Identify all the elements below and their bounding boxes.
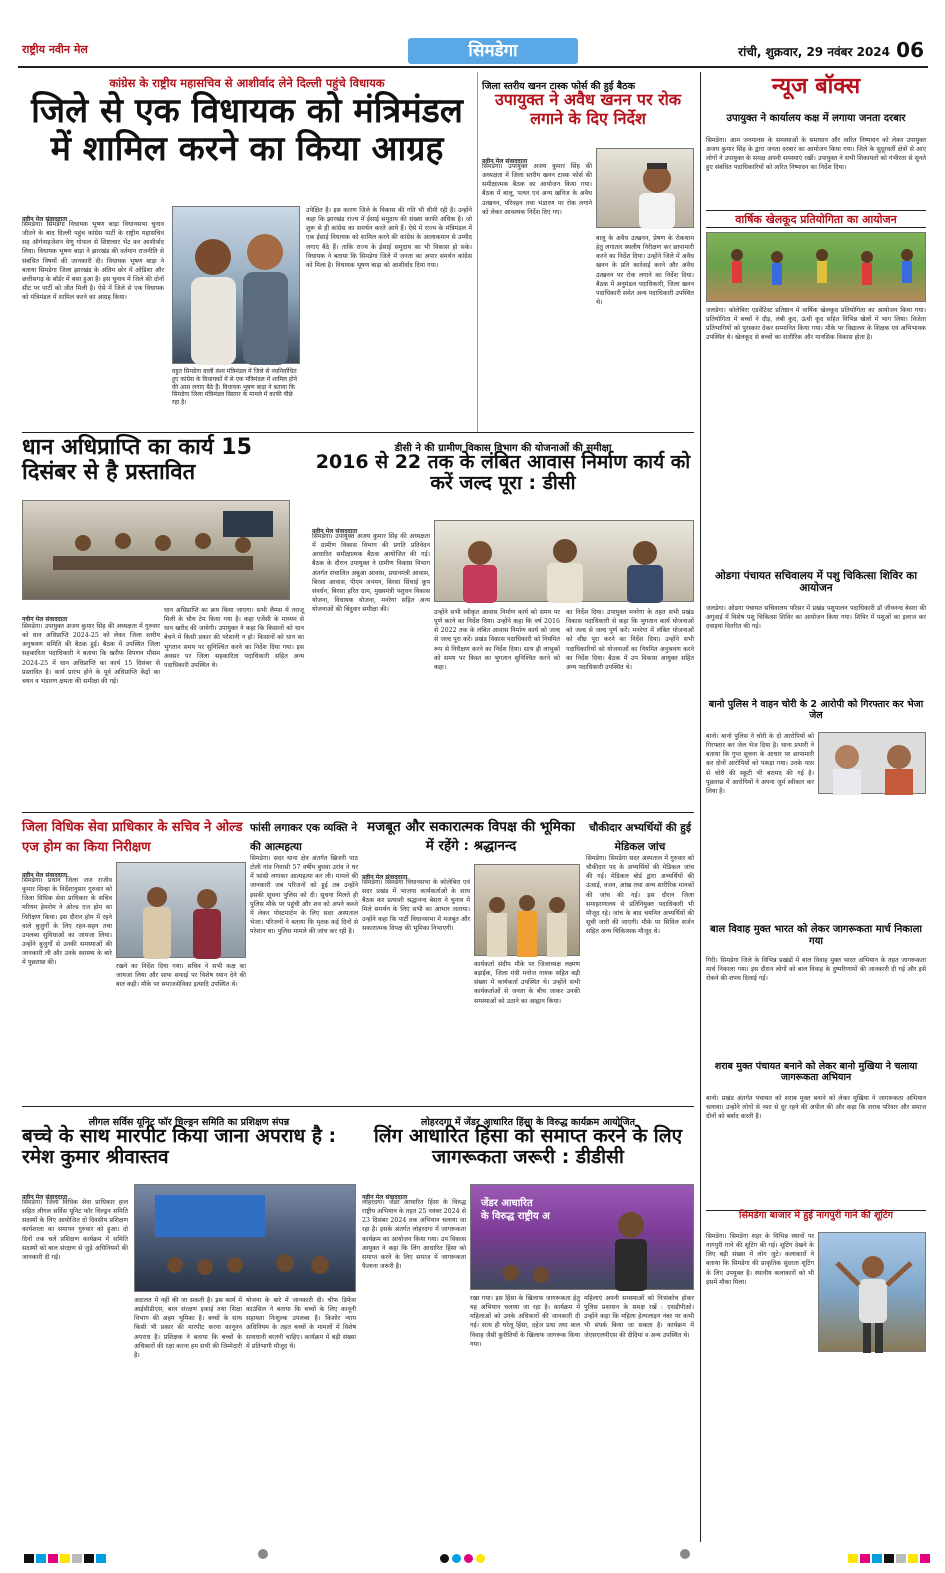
reg-mark-magenta — [48, 1554, 58, 1563]
news-item-2-body-text: जलडेगा। ओडगा पंचायत सचिवालय परिसर में प्रखंड पशुपालन पदाधिकारी डॉ जीवनन्द बेसरा की अगुवाई में विशेष पशु चिकित्सा शिविर का आयोजन किया गया। शिविर में पशुओं का इलाज कर दवाइयां वितरित की गई। — [706, 605, 926, 631]
housing-byline-text: नवीन मेल संवाददाता — [312, 528, 358, 535]
opposition-body: सिमडेगा। सिमडेगा विधानसभा के कोलेबिरा एवं सदर प्रखंड में भाजपा कार्यकर्ताओं के साथ बैठक कर प्रत्याशी श्रद्धानन्द बेसरा ने चुनाव में मिले समर्थन के लिए सभी का आभार जताया। उन्होंने कहा कि पार्टी विधानसभा में मजबूत और सकारात्मक विपक्ष की भूमिका निभाएगी। — [362, 879, 470, 932]
child-body-col3 — [246, 1296, 356, 1538]
section-title: सिमडेगा — [468, 41, 518, 61]
news-item-0-body — [706, 136, 926, 204]
lead-photo — [172, 206, 300, 364]
lead-body-col2 — [306, 206, 472, 428]
news-item-3-photo — [818, 732, 926, 794]
lead-kicker-text: कांग्रेस के राष्ट्रीय महासचिव से आशीर्वाद लेने दिल्ली पहुंचे विधायक — [109, 76, 385, 90]
gender-byline-text: नवीन मेल संवाददाता — [362, 1194, 408, 1201]
lead-body2: उपेक्षित है। इस कारण जिले के विकास की गति भी धीमी रही है। उन्होंने कहा कि झारखंड राज्य में ईसाई समुदाय की संख्या काफी अधिक है। जो शुरू से ही कांग्रेस का समर्थन करते आये हैं। ऐसे में राज्य के मंत्रिमंडल में एक ईसाई विधायक को शामिल करने की कांग्रेस के आलाकमान से उम्मीद लगाए बैठे हैं। ताकि राज्य के ईसाई समुदाय का भी विकास हो सके। विधायक ने बताया कि सिमडेगा जिले में जनता का अपार समर्थन कांग्रेस को मिला है। विधायक भूषण बाड़ा को आशीर्वाद दिया गया। — [306, 207, 472, 269]
lead-byline-text: नवीन मेल संवाददाता — [22, 216, 68, 223]
news-item-5-body-text: बानो। प्रखंड अंतर्गत पंचायत को शराब मुक्त बनाने को लेकर मुखिया ने जागरूकता अभियान चलाया। उन्होंने लोगों से नशा से दूर रहने की अपील की और कहा कि शराब परिवार और समाज दोनों को बर्बाद करती है। — [706, 1095, 926, 1121]
housing-headline — [312, 452, 694, 510]
reg-mark-r5 — [896, 1554, 906, 1563]
opposition-byline — [362, 864, 472, 881]
news-item-1-photo — [706, 232, 926, 302]
news-box-title-text: न्यूज बॉक्स — [771, 74, 861, 99]
reg-mark-cyan-2 — [96, 1554, 106, 1563]
mining-byline-text: नवीन मेल संवाददाता — [482, 158, 528, 165]
news-item-0-headline-text: उपायुक्त ने कार्यालय कक्ष में लगाया जनता दरबार — [726, 113, 906, 124]
housing-body-col2 — [434, 608, 560, 808]
paper-logo — [22, 38, 172, 64]
news-item-3-body-text: बानो। बानो पुलिस ने चोरी के दो आरोपियों को गिरफ्तार कर जेल भेज दिया है। थाना प्रभारी ने बताया कि गुप्त सूचना के आधार पर छापामारी कर दोनों आरोपियों को पकड़ा गया। उनके पास से चोरी की स्कूटी भी बरामद की गई है। पूछताछ में आरोपियों ने अपना जुर्म स्वीकार कर लिया है। — [706, 733, 814, 795]
reg-mark-r1 — [848, 1554, 858, 1563]
reg-dot-black — [440, 1554, 449, 1563]
lead-caption-text: वहुत सिमडेगा वाली वंश्य मंत्रिमंडल में जिले से नवनिर्वाचित हुए कांग्रेस के विधायकों में से एक मंत्रिमंडल में शामिल होने की आस लगाए बैठे हैं। विधायक भूषण बाड़ा ने बताया कि सिमडेगा जिला मंत्रिमंडल विस्तार के मामले में काफी पीछे रहा है। — [172, 368, 297, 407]
news-box-divider — [700, 72, 701, 1542]
dateline — [738, 43, 890, 60]
news-item-5-headline — [706, 1062, 926, 1090]
gender-kicker — [362, 1110, 694, 1128]
housing-body-col1 — [312, 532, 430, 808]
gender-body-col3 — [584, 1294, 694, 1538]
news-item-4-body-text: गिरी। सिमडेगा जिले के विभिन्न प्रखंडों में बाल विवाह मुक्त भारत अभियान के तहत जागरूकता मार्च निकाला गया। इस दौरान लोगों को बाल विवाह के दुष्परिणामों की जानकारी दी गई और इसे रोकने की शपथ दिलाई गई। — [706, 957, 926, 983]
mining-body1: सिमडेगा। उपायुक्त अजय कुमार सिंह की अध्यक्षता में जिला स्तरीय खनन टास्क फोर्स की समीक्षात्मक बैठक का आयोजन किया गया। बैठक में बालू, पत्थर एवं अन्य खनिज के अवैध उत्खनन, परिवहन तथा भंडारण पर रोक लगाने को लेकर आवश्यक निर्देश दिए गए। — [482, 163, 592, 216]
housing-photo-officials — [435, 521, 695, 603]
news-item-6-photo-dancer — [819, 1233, 927, 1353]
news-item-6-headline — [706, 1210, 926, 1228]
section-tab — [408, 38, 578, 64]
legal-headline — [22, 816, 246, 858]
housing-body2: उन्होंने सभी स्वीकृत आवास निर्माण कार्य को समय पर पूर्ण करने का निर्देश दिया। उन्होंने कहा कि वर्ष 2016 से 2022 तक के लंबित आवास निर्माण कार्य को जल्द से जल्द पूरा करें। प्रखंड विकास पदाधिकारी को नियमित रूप से निरीक्षण करने का निर्देश दिया। साथ ही लाभुकों को समय पर किस्त का भुगतान सुनिश्चित करने को कहा। — [434, 609, 560, 671]
suicide-body — [250, 854, 358, 1102]
mining-body-col1 — [482, 162, 592, 428]
child-kicker — [22, 1110, 356, 1128]
paddy-body-col2 — [164, 606, 304, 808]
news-item-3-headline — [706, 700, 926, 728]
lead-body-col1 — [22, 220, 164, 428]
registration-dots-center — [440, 1548, 500, 1560]
lead-kicker — [22, 72, 472, 90]
legal-photo — [116, 862, 246, 958]
reg-mark-grey — [72, 1554, 82, 1563]
gender-body-col2 — [470, 1294, 580, 1538]
housing-body3: का निर्देश दिया। उपायुक्त मनरेगा के तहत सभी प्रखंड विकास पदाधिकारी से कहा कि भुगतान कार्य योजनाओं को जल्द से जल्द पूर्ण करें। मनरेगा में लंबित योजनाओं को शीघ्र पूरा करने का निर्देश दिया। उन्होंने सभी पदाधिकारियों को योजनाओं का नियमित अनुश्रवण करने का निर्देश दिया। बैठक में उप विकास आयुक्त सहित अन्य पदाधिकारी उपस्थित थे। — [566, 609, 694, 671]
section-rule-3 — [22, 1106, 694, 1107]
recruit-headline — [586, 816, 694, 853]
opposition-headline — [362, 816, 580, 860]
reg-dot-magenta — [464, 1554, 473, 1563]
column-divider — [477, 72, 478, 432]
legal-body-col1 — [22, 876, 112, 1102]
paddy-photo-meeting — [23, 501, 291, 601]
housing-body1: सिमडेगा। उपायुक्त अजय कुमार सिंह की अध्यक्षता में ग्रामीण विकास विभाग की प्रगति प्रतिवेदन आधारित समीक्षात्मक बैठक आयोजित की गई। बैठक के दौरान उपायुक्त ने ग्रामीण विकास विभाग अंतर्गत संचालित अबुआ आवास, प्रधानमंत्री आवास, बिरसा आवास, पीएम जनमन, बिरसा सिंचाई कूप संवर्धन, बिरसा हरित ग्राम, मुख्यमंत्री पशुधन विकास योजना, विधायक योजना, मनरेगा सहित अन्य योजनाओं की बिंदुवार समीक्षा की। — [312, 533, 430, 613]
news-item-1-body — [706, 306, 926, 564]
gender-headline-text: लिंग आधारित हिंसा को समाप्त करने के लिए जागरूकता जरूरी : डीडीसी — [373, 1125, 683, 1169]
gender-banner-line2: के विरुद्ध राष्ट्रीय अ — [481, 1211, 550, 1222]
reg-dot-cyan — [452, 1554, 461, 1563]
gender-byline — [362, 1184, 462, 1201]
reg-mark-r2 — [860, 1554, 870, 1563]
recruit-headline-text: चौकीदार अभ्यर्थियों की हुई मेडिकल जांच — [589, 822, 691, 853]
news-item-6-photo — [818, 1232, 926, 1352]
news-item-1-photo-runners — [707, 233, 927, 303]
lead-byline — [22, 206, 162, 223]
page-number-text: 06 — [896, 38, 924, 62]
opposition-byline-text: नवीन मेल संवाददाता — [362, 874, 408, 881]
legal-photo-people — [117, 863, 247, 959]
reg-mark-black — [24, 1554, 34, 1563]
child-body2: अदालत में नहीं की जा सकती है। इस कार्य में आईसीडीएस, बाल संरक्षण इकाई तथा शिक्षा विभाग की अहम भूमिका है। बच्चों के साथ किसी भी प्रकार की मारपीट करना कानूनन अपराध है। प्रशिक्षक ने बताया कि बच्चों के अधिकारों की रक्षा करना हम सभी की जिम्मेदारी है। — [134, 1297, 242, 1359]
lead-photo-figures — [173, 207, 301, 365]
news-item-2-body — [706, 604, 926, 696]
housing-headline-text: 2016 से 22 तक के लंबित आवास निर्माण कार्य को करें जल्द पूरा : डीसी — [315, 451, 691, 495]
gender-photo-speaker — [471, 1185, 695, 1291]
opposition-body2: कार्यकर्ता संदीप मौके पर जिलाध्यक्ष लक्ष्मण बड़ाईक, जिला मंत्री मनोज नायक सहित बड़ी संख्या में कार्यकर्ता उपस्थित थे। उन्होंने सभी कार्यकर्ताओं से जनता के बीच जाकर उनकी समस्याओं को उठाने का आह्वान किया। — [474, 961, 580, 1005]
lead-body1: सिमडेगा। सिमडेगा विधायक भूषण बाड़ा विधानसभा चुनाव जीतने के बाद दिल्ली पहुंच कांग्रेस पार्टी के राष्ट्रीय महासचिव सह ऑर्गनाइजेशन वेणु गोपाल से शिष्टाचार भेंट कर आशीर्वाद लिया। विधायक भूषण बाड़ा ने झारखंड की वर्तमान राजनीति से संबंधित विषयों की जानकारी दी। विधायक भूषण बाड़ा ने बताया सिमडेगा जिला झारखंड के अंतिम छोर में ओडिशा और छत्तीसगढ़ के बॉर्डर में बसा हुआ है। इस चुनाव में जिले की दोनों सीट पर पार्टी को जीत मिली है। ऐसे में जिले से एक विधायक को मंत्रिमंडल में शामिल करने का आग्रह किया। — [22, 221, 164, 301]
page-number — [896, 38, 924, 62]
housing-byline — [312, 518, 432, 535]
opposition-body-col1 — [362, 878, 470, 1102]
child-byline — [22, 1184, 122, 1201]
news-item-1-headline — [706, 210, 926, 228]
suicide-body-text: सिमडेगा। सदर थाना क्षेत्र अंतर्गत खिजरी पाठ टोली गांव निवासी 57 वर्षीय बुधवा उरांव ने घर में फांसी लगाकर आत्महत्या कर ली। मामले की जानकारी जब परिजनों को हुई तब उन्होंने इसकी सूचना पुलिस को दी। सूचना मिलते ही पुलिस मौके पर पहुंची और शव को अपने कब्जे में लेकर पोस्टमार्टम के लिए सदर अस्पताल भेजा। परिजनों ने बताया कि मृतक कई दिनों से परेशान था। पुलिस मामले की जांच कर रही है। — [250, 855, 358, 935]
gender-headline — [362, 1126, 694, 1178]
news-item-2-headline — [706, 570, 926, 600]
news-item-4-headline — [706, 924, 926, 952]
news-item-0-body-text: सिमडेगा। आम जनमानस के समस्याओं के समाधान और त्वरित निष्पादन को लेकर उपायुक्त अजय कुमार सिंह के द्वारा जनता दरबार का आयोजन किया गया। जिले के सुदूरवर्ती क्षेत्रों से आए लोगों ने उपायुक्त के समक्ष अपनी समस्याएं रखीं। उपायुक्त ने सभी शिकायतों को गंभीरता से सुनते हुए संबंधित पदाधिकारियों को त्वरित निष्पादन का निर्देश दिया। — [706, 137, 926, 172]
section-rule — [22, 432, 694, 433]
paddy-body2: धान अधिप्राप्ति का क्रय किया जाएगा। सभी लैम्प्स में तराजू मिली के चौथ टेम किया गया है। कहा एजेंसी के माध्यम से धान खरीद की जायेगी। उपायुक्त ने कहा कि किसानों को धान बेचने में किसी प्रकार की परेशानी न हो। किसानों को धान का भुगतान समय पर सुनिश्चित करने का निर्देश दिया गया। इस अवसर पर जिला सहकारिता पदाधिकारी सहित अन्य पदाधिकारी उपस्थित थे। — [164, 607, 304, 669]
gender-photo — [470, 1184, 694, 1290]
date-text: रांची, शुक्रवार, 29 नवंबर 2024 — [738, 45, 890, 59]
news-item-5-headline-text: शराब मुक्त पंचायत बनाने को लेकर बानो मुखिया ने चलाया जागरूकता अभियान — [714, 1061, 918, 1083]
paddy-photo — [22, 500, 290, 600]
reg-dot-yellow — [476, 1554, 485, 1563]
housing-kicker-text: डीसी ने की ग्रामीण विकास विभाग की योजनाओं की समीक्षा — [394, 443, 612, 454]
mining-headline — [482, 90, 694, 142]
recruit-body-text: सिमडेगा। सिमडेगा सदर अस्पताल में गुरुवार को चौकीदार पद के अभ्यर्थियों की मेडिकल जांच की गई। मेडिकल बोर्ड द्वारा अभ्यर्थियों की ऊंचाई, वजन, आंख तथा अन्य शारीरिक मानकों की जांच की गई। इस दौरान जिला समाहरणालय से प्रतिनियुक्त पदाधिकारी भी मौजूद रहे। जांच के बाद चयनित अभ्यर्थियों की सूची जारी की जाएगी। मौके पर सिविल सर्जन सहित अन्य चिकित्सक मौजूद थे। — [586, 855, 694, 935]
child-body-col2 — [134, 1296, 242, 1538]
news-item-2-headline-text: ओडगा पंचायत सचिवालय में पशु चिकित्सा शिविर का आयोजन — [714, 570, 918, 595]
child-body: सिमडेगा। जिला विधिक सेवा प्राधिकार हाल सहित लीगल सर्विस यूनिट फॉर चिल्ड्रन समिति सदस्यों के लिए आयोजित दो दिवसीय प्रशिक्षण कार्यशाला का समापन गुरुवार को हुआ। दो दिनों तक चले प्रशिक्षण कार्यक्रम में समिति सदस्यों को बाल संरक्षण से जुड़े अधिनियमों की जानकारी दी गई। — [22, 1199, 128, 1261]
child-body-col1 — [22, 1198, 128, 1538]
legal-headline-text: जिला विधिक सेवा प्राधिकार के सचिव ने ओल्ड एज होम का किया निरीक्षण — [22, 820, 243, 855]
news-item-3-headline-text: बानो पुलिस ने वाहन चोरी के 2 आरोपी को गिरफ्तार कर भेजा जेल — [708, 699, 924, 721]
gender-body-col1 — [362, 1198, 466, 1538]
reg-mark-black-2 — [84, 1554, 94, 1563]
child-kicker-text: लीगल सर्विस यूनिट फॉर चिल्ड्रन समिति का प्रशिक्षण संपन्न — [88, 1117, 290, 1128]
opposition-body-col2 — [474, 960, 580, 1102]
paddy-byline — [22, 606, 152, 623]
registration-dot-left — [258, 1549, 268, 1559]
housing-photo — [434, 520, 694, 602]
mining-body-col2 — [596, 234, 694, 428]
opposition-photo — [474, 864, 580, 956]
masthead — [18, 34, 928, 68]
gender-body: लोहरदगा। जेंडर आधारित हिंसा के विरुद्ध राष्ट्रीय अभियान के तहत 25 नवंबर 2024 से 23 दिसंबर 2024 तक अभियान चलाया जा रहा है। इसके अंतर्गत लोहरदगा में जागरूकता कार्यक्रम का आयोजन किया गया। उप विकास आयुक्त ने कहा कि लिंग आधारित हिंसा को समाप्त करने के लिए समाज में जागरूकता फैलाना जरूरी है। — [362, 1199, 466, 1270]
recruit-body — [586, 854, 694, 1102]
mining-kicker — [482, 74, 694, 92]
news-box-title — [704, 72, 928, 102]
mining-photo-figure — [597, 149, 695, 229]
registration-dot-right — [680, 1549, 690, 1559]
news-item-6-body — [706, 1232, 814, 1538]
reg-mark-r3 — [872, 1554, 882, 1563]
reg-mark-r7 — [920, 1554, 930, 1563]
housing-body-col3 — [566, 608, 694, 808]
news-item-4-body — [706, 956, 926, 1056]
news-item-1-headline-text: वार्षिक खेलकूद प्रतियोगिता का आयोजन — [735, 213, 897, 226]
child-photo — [134, 1184, 356, 1292]
legal-body2: रखने का निर्देश दिया गया। सचिव ने सभी कक्ष का जायजा लिया और साफ सफाई पर विशेष ध्यान देने की बात कही। मौके पर समाजसेविका इत्यादि उपस्थित थे। — [116, 963, 246, 989]
lead-photo-caption — [172, 368, 300, 428]
legal-byline-text: नवीन मेल संवाददाता — [22, 872, 68, 879]
reg-mark-r6 — [908, 1554, 918, 1563]
news-item-6-headline-text: सिमडेगा बाजार में हुई नागपुरी गाने की शूटिंग — [739, 1210, 893, 1221]
news-item-5-body — [706, 1094, 926, 1204]
news-item-6-body-text: सिमडेगा। सिमडेगा शहर के विभिन्न स्थानों पर नागपुरी गाने की शूटिंग की गई। शूटिंग देखने के लिए बड़ी संख्या में लोग जुटे। कलाकारों ने बताया कि सिमडेगा की प्राकृतिक सुंदरता शूटिंग के लिए उपयुक्त है। स्थानीय कलाकारों को भी इसमें मौका मिला। — [706, 1233, 814, 1286]
reg-mark-r4 — [884, 1554, 894, 1563]
mining-headline-text: उपायुक्त ने अवैध खनन पर रोक लगाने के दिए निर्देश — [494, 90, 682, 128]
gender-body2: रखा गया। इस हिंसा के खिलाफ जागरूकता हेतु यह अभियान चलाया जा रहा है। कार्यक्रम में महिलाओं को उनके अधिकारों की जानकारी दी गई। साथ ही घरेलू हिंसा, दहेज प्रथा तथा बाल विवाह जैसी कुरीतियों के खिलाफ जागरूक किया गया। — [470, 1295, 580, 1348]
registration-bar-right — [800, 1548, 930, 1560]
mining-body2: बालू के अवैध उत्खनन, प्रेषण के रोकथाम हेतु लगातार स्थलीय निरीक्षण कर छापामारी करने का निर्देश दिया। उन्होंने जिले में अवैध खनन के प्रति कार्रवाई करने और अवैध उत्खनन पर रोक लगाने का निर्देश दिया। बैठक में अनुमंडल पदाधिकारी, जिला खनन पदाधिकारी समेत अन्य पदाधिकारी उपस्थित थे। — [596, 235, 694, 306]
gender-kicker-text: लोहरदगा में जेंडर आधारित हिंसा के विरुद्ध कार्यक्रम आयोजित — [420, 1117, 636, 1128]
mining-photo — [596, 148, 694, 228]
paddy-headline — [22, 436, 307, 498]
housing-kicker — [312, 436, 694, 454]
logo-text: राष्ट्रीय नवीन मेल — [22, 43, 88, 56]
reg-mark-cyan — [36, 1554, 46, 1563]
legal-body: सिमडेगा। प्रधान जिला जज राजीव कुमार सिन्हा के निर्देशानुसार गुरुवार को जिला विधिक सेवा प्राधिकार के सचिव मरियम हेमरोम ने ओल्ड एज होम का निरीक्षण किया। इस दौरान होम में रहने वाले बुजुर्गों के लिए रहन-सहन तथा उपलब्ध सुविधाओं का जायजा लिया। उन्होंने बुजुर्गों से उनकी समस्याओं की जानकारी ली और उनके स्वास्थ्य के बारे में पूछताछ की। — [22, 877, 112, 967]
child-photo-hall — [135, 1185, 357, 1293]
paddy-headline-text: धान अधिप्राप्ति का कार्य 15 दिसंबर से है प्रस्तावित — [22, 435, 252, 485]
child-byline-text: नवीन मेल संवाददाता — [22, 1194, 68, 1201]
reg-mark-yellow — [60, 1554, 70, 1563]
lead-headline — [22, 92, 472, 200]
news-item-3-body — [706, 732, 814, 918]
child-headline — [22, 1126, 356, 1178]
gender-body3: महिलाएं अपनी समस्याओं को निःसंकोच होकर पुलिस प्रशासन के समक्ष रखें : एसडीपीओ। उन्होंने कहा कि महिला हेल्पलाइन नंबर पर कभी भी संपर्क किया जा सकता है। कार्यक्रम में जेएसएलपीएस की दीदियां व अन्य उपस्थित थे। — [584, 1295, 694, 1339]
paddy-body1: सिमडेगा। उपायुक्त अजय कुमार सिंह की अध्यक्षता में गुरुवार को धान अधिप्राप्ति 2024-25 को लेकर जिला स्तरीय अनुश्रवण समिति की बैठक हुई। बैठक में उपस्थित जिला सहकारिता पदाधिकारी ने बताया कि खरीफ विपणन मौसम 2024-25 में धान अधिप्राप्ति का कार्य 15 दिसंबर से प्रस्तावित है। कार्य प्रारंभ होने के पूर्व अधिप्राप्ति केंद्रों का चयन व भंडारण क्षमता की समीक्षा की गई। — [22, 623, 160, 685]
news-item-4-headline-text: बाल विवाह मुक्त भारत को लेकर जागरूकता मार्च निकाला गया — [710, 924, 922, 947]
suicide-headline-text: फांसी लगाकर एक व्यक्ति ने की आत्महत्या — [250, 822, 358, 853]
paddy-body-col1 — [22, 622, 160, 808]
opposition-photo-group — [475, 865, 581, 957]
paddy-byline-text: नवीन मेल संवाददाता — [22, 616, 68, 623]
gender-banner-line1: जेंडर आधारित — [481, 1198, 533, 1209]
news-item-3-photo-accused — [819, 733, 927, 795]
mining-byline — [482, 148, 592, 165]
lead-headline-text: जिले से एक विधायक को मंत्रिमंडल में शामिल करने का किया आग्रह — [31, 91, 463, 170]
child-body3: योजना के बारे में जानकारी दी। चीफ डिफेंस काउंसिल ने बताया कि बच्चों के लिए कानूनी सहायता निःशुल्क उपलब्ध है। किशोर न्याय अधिनियम के तहत बच्चों के मामलों में विशेष सावधानी बरतनी चाहिए। कार्यक्रम में बड़ी संख्या में प्रतिभागी मौजूद थे। — [246, 1297, 356, 1350]
suicide-headline — [250, 816, 358, 853]
legal-byline — [22, 862, 122, 879]
child-headline-text: बच्चे के साथ मारपीट किया जाना अपराध है : रमेश कुमार श्रीवास्तव — [22, 1125, 337, 1169]
news-item-1-body-text: जलडेगा। कोलेबिरा एडवेंटिस्ट प्रतिष्ठान में वार्षिक खेलकूद प्रतियोगिता का आयोजन किया गया। प्रतियोगिता में बच्चों ने दौड़, लंबी कूद, ऊंची कूद सहित विभिन्न खेलों में भाग लिया। विजेता प्रतिभागियों को पुरस्कार देकर सम्मानित किया गया। मौके पर विद्यालय के शिक्षक एवं अभिभावक उपस्थित थे। खेलकूद से बच्चों का शारीरिक और मानसिक विकास होता है। — [706, 307, 926, 342]
registration-bar-left — [24, 1548, 144, 1560]
news-item-0-headline — [706, 106, 926, 134]
opposition-headline-text: मजबूत और सकारात्मक विपक्ष की भूमिका में रहेंगे : श्रद्धानन्द — [367, 819, 575, 855]
legal-body-col2 — [116, 962, 246, 1102]
mining-kicker-text: जिला स्तरीय खनन टास्क फोर्स की हुई बैठक — [482, 81, 635, 92]
section-rule-2 — [22, 812, 694, 813]
